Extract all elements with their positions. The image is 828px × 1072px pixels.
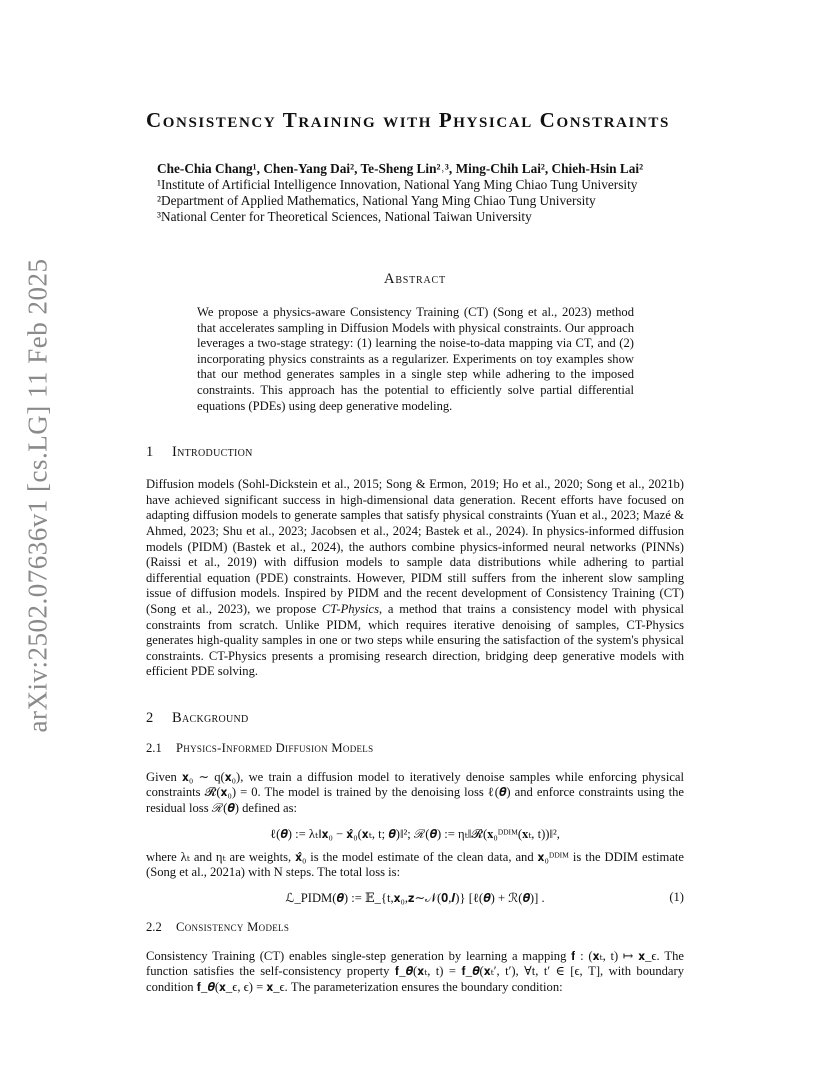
author-names: Che-Chia Chang¹, Chen-Yang Dai², Te-Sheng Lin²˒³, Ming-Chih Lai², Chieh-Hsin Lai² <box>157 161 644 176</box>
author-block <box>157 161 684 225</box>
section-heading-background <box>146 710 684 727</box>
arxiv-identifier-text: arXiv:2502.07636v1 [cs.LG] 11 Feb 2025 <box>22 258 53 732</box>
pidm-equation-body: ℒ_PIDM(𝜽) := 𝔼_{t,𝐱₀,𝐳∼𝒩(𝟎,𝑰)} [ℓ(𝜽) + ℛ(𝜽)] . <box>285 890 545 905</box>
intro-method-name: CT-Physics <box>321 601 380 616</box>
introduction-paragraph <box>146 477 684 680</box>
subsection-heading-consistency-models <box>146 920 684 935</box>
abstract-text: We propose a physics-aware Consistency Training (CT) (Song et al., 2023) method that accelerates sampling in Diffusion Models with physical constraints. Our approach leverages a two-stage strategy: (1) learning the noise-to-data mapping via CT, and (2) incorporating physics constraints as a regularizer. Experiments on toy examples show that our method generates samples in a single step while adhering to the imposed constraints. This approach has the potential to efficiently solve partial differential equations (PDEs) using deep generative modeling. <box>197 305 634 413</box>
arxiv-identifier-stamp <box>18 260 58 730</box>
background-paragraph-1: Given 𝐱₀ ∼ q(𝐱₀), we train a diffusion model to iteratively denoise samples while enforcing physical constraints 𝓡(𝐱₀) = 0. The model is trained by the denoising loss ℓ(𝜽) and enforce constraints using the residual loss ℛ(𝜽) defined as: <box>146 769 684 816</box>
subsection-title: Physics-Informed Diffusion Models <box>176 740 374 755</box>
section-title: Introduction <box>172 444 253 461</box>
consistency-paragraph: Consistency Training (CT) enables single-step generation by learning a mapping 𝐟 : (𝐱ₜ, t) ↦ 𝐱_ϵ. The function satisfies the self-consistency property 𝐟_𝜽(𝐱ₜ, t) = 𝐟_𝜽(𝐱ₜ′, t′), ∀t, t′ ∈ [ϵ, T], with boundary condition 𝐟_𝜽(𝐱_ϵ, ϵ) = 𝐱_ϵ. The parameterization ensures the boundary condition: <box>146 948 684 995</box>
abstract-heading: Abstract <box>384 271 446 287</box>
section-number: 1 <box>146 444 154 461</box>
intro-text-part-2: , a method that trains a consistency model with physical constraints from scratch. Unlike PIDM, which requires iterative denoising of samples, CT-Physics generates high-quality samples in one or two steps while ensuring the satisfaction of the system's physical constraints. CT-Physics presents a promising research direction, bridging deep generative models with efficient PDE solving. <box>146 601 684 679</box>
intro-text-part-1: Diffusion models (Sohl-Dickstein et al., 2015; Song & Ermon, 2019; Ho et al., 2020; Song et al., 2021b) have achieved significant success in high-dimensional data generation. Recent efforts have focused on adapting diffusion models to generate samples that satisfy physical constraints (Yuan et al., 2023; Mazé & Ahmed, 2023; Shu et al., 2023; Jacobsen et al., 2024; Bastek et al., 2024). In physics-informed diffusion models (PIDM) (Bastek et al., 2024), the authors combine physics-informed neural networks (PINNs) (Raissi et al., 2019) with diffusion models to sample data distributions while adhering to partial differential equation (PDE) constraints. However, PIDM still suffers from the inherent slow sampling issue of diffusion models. Inspired by PIDM and the recent development of Consistency Training (CT) (Song et al., 2023), we propose <box>146 477 684 616</box>
paper-page <box>146 106 684 996</box>
affiliation-3: ³National Center for Theoretical Sciences, National Taiwan University <box>157 209 532 224</box>
section-heading-introduction <box>146 444 684 461</box>
equation-number: (1) <box>669 889 684 904</box>
section-number: 2 <box>146 709 154 726</box>
loss-equation: ℓ(𝜽) := λₜ‖𝐱₀ − 𝐱̂₀(𝐱ₜ, t; 𝜽)‖²; ℛ(𝜽) := ηₜ‖𝓡(𝐱₀ᴰᴰᴵᴹ(𝐱ₜ, t))‖², <box>270 826 560 841</box>
section-title: Background <box>172 709 249 726</box>
subsection-number: 2.1 <box>146 740 162 755</box>
affiliation-2: ²Department of Applied Mathematics, National Yang Ming Chiao Tung University <box>157 193 596 208</box>
pidm-loss-equation <box>146 890 684 906</box>
paper-title: Consistency Training with Physical Constraints <box>146 108 670 132</box>
subsection-number: 2.2 <box>146 919 162 934</box>
subsection-heading-pidm <box>146 741 684 756</box>
background-paragraph-2: where λₜ and ηₜ are weights, 𝐱̂₀ is the model estimate of the clean data, and 𝐱₀ᴰᴰᴵᴹ is the DDIM estimate (Song et al., 2021a) with N steps. The total loss is: <box>146 849 684 880</box>
subsection-title: Consistency Models <box>176 919 290 934</box>
affiliation-1: ¹Institute of Artificial Intelligence Innovation, National Yang Ming Chiao Tung University <box>157 177 638 192</box>
